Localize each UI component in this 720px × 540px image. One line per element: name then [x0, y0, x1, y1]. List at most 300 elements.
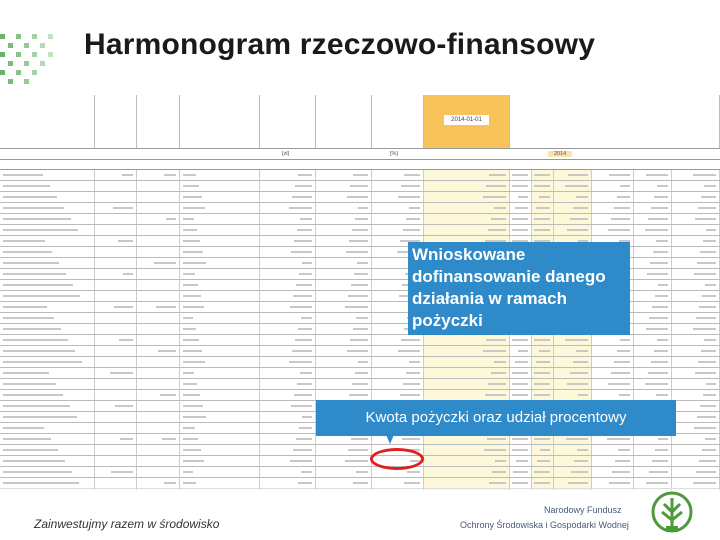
table-cell[interactable] [372, 390, 424, 400]
table-cell[interactable] [510, 368, 532, 378]
cell-content-placeholder [652, 460, 668, 462]
table-cell[interactable] [260, 390, 316, 400]
cell-content-placeholder [571, 471, 588, 473]
table-cell[interactable] [424, 192, 510, 202]
cell-content-placeholder [645, 229, 668, 231]
table-cell[interactable] [554, 170, 592, 180]
table-cell [0, 478, 95, 488]
table-cell[interactable] [260, 225, 316, 235]
table-cell[interactable] [634, 247, 672, 257]
table-cell[interactable] [260, 247, 316, 257]
cell-content-placeholder [649, 317, 668, 319]
cell-content-placeholder [607, 438, 630, 440]
table-cell[interactable] [510, 214, 532, 224]
cell-content-placeholder [300, 372, 312, 374]
cell-content-placeholder [398, 350, 420, 352]
table-cell[interactable] [672, 225, 720, 235]
table-cell[interactable] [260, 291, 316, 301]
table-cell[interactable] [672, 456, 720, 466]
table-cell[interactable] [424, 225, 510, 235]
table-cell[interactable] [634, 225, 672, 235]
table-cell[interactable] [634, 357, 672, 367]
table-cell[interactable] [372, 346, 424, 356]
cell-content-placeholder [537, 460, 550, 462]
table-cell[interactable] [532, 357, 554, 367]
table-cell[interactable] [592, 181, 634, 191]
table-cell [180, 269, 260, 279]
table-cell[interactable] [424, 368, 510, 378]
table-cell[interactable] [634, 269, 672, 279]
table-cell[interactable] [424, 478, 510, 488]
cell-content-placeholder [355, 372, 368, 374]
cell-content-placeholder [295, 185, 312, 187]
table-cell[interactable] [372, 225, 424, 235]
cell-content-placeholder [3, 284, 73, 286]
table-cell[interactable] [510, 346, 532, 356]
table-cell[interactable] [372, 478, 424, 488]
table-cell[interactable] [372, 214, 424, 224]
table-cell[interactable] [510, 357, 532, 367]
table-cell[interactable] [532, 445, 554, 455]
table-cell[interactable] [592, 478, 634, 488]
table-cell [0, 335, 95, 345]
table-cell[interactable] [260, 401, 316, 411]
table-cell[interactable] [634, 390, 672, 400]
cell-content-placeholder [701, 196, 716, 198]
table-cell[interactable] [592, 192, 634, 202]
table-cell [0, 258, 95, 268]
table-cell[interactable] [634, 445, 672, 455]
table-cell [95, 456, 137, 466]
table-cell[interactable] [372, 203, 424, 213]
cell-content-placeholder [291, 251, 312, 253]
table-cell[interactable] [532, 456, 554, 466]
table-cell[interactable] [672, 247, 720, 257]
table-cell[interactable] [672, 368, 720, 378]
table-cell[interactable] [554, 203, 592, 213]
cell-content-placeholder [183, 416, 206, 418]
table-cell[interactable] [424, 467, 510, 477]
table-cell[interactable] [316, 335, 372, 345]
table-cell[interactable] [554, 192, 592, 202]
table-cell[interactable] [510, 225, 532, 235]
cell-content-placeholder [356, 471, 368, 473]
table-cell [137, 434, 180, 444]
cell-content-placeholder [534, 482, 550, 484]
table-cell[interactable] [260, 357, 316, 367]
table-cell[interactable] [510, 379, 532, 389]
table-cell[interactable] [260, 313, 316, 323]
cell-content-placeholder [648, 372, 668, 374]
cell-content-placeholder [534, 471, 550, 473]
table-cell[interactable] [592, 390, 634, 400]
table-cell[interactable] [260, 423, 316, 433]
cell-content-placeholder [646, 328, 668, 330]
table-cell[interactable] [424, 379, 510, 389]
table-cell[interactable] [316, 357, 372, 367]
table-cell[interactable] [260, 434, 316, 444]
table-cell[interactable] [260, 181, 316, 191]
table-cell[interactable] [634, 467, 672, 477]
table-cell[interactable] [260, 412, 316, 422]
cell-content-placeholder [652, 306, 668, 308]
table-cell[interactable] [316, 346, 372, 356]
table-cell[interactable] [260, 236, 316, 246]
table-cell [95, 357, 137, 367]
table-cell[interactable] [510, 467, 532, 477]
table-cell[interactable] [554, 467, 592, 477]
table-cell[interactable] [634, 192, 672, 202]
table-cell[interactable] [672, 214, 720, 224]
table-cell[interactable] [554, 214, 592, 224]
table-cell[interactable] [424, 203, 510, 213]
table-cell[interactable] [634, 214, 672, 224]
table-cell[interactable] [424, 335, 510, 345]
cell-content-placeholder [183, 350, 202, 352]
table-cell[interactable] [372, 335, 424, 345]
cell-content-placeholder [534, 185, 550, 187]
table-cell[interactable] [554, 335, 592, 345]
table-cell[interactable] [592, 467, 634, 477]
table-cell[interactable] [260, 302, 316, 312]
cell-content-placeholder [534, 174, 550, 176]
table-cell[interactable] [316, 390, 372, 400]
cell-content-placeholder [302, 416, 312, 418]
table-cell[interactable] [316, 324, 372, 334]
table-cell[interactable] [316, 203, 372, 213]
table-cell[interactable] [316, 214, 372, 224]
table-cell[interactable] [672, 280, 720, 290]
table-cell[interactable] [592, 335, 634, 345]
cell-content-placeholder [655, 295, 668, 297]
table-cell[interactable] [424, 170, 510, 180]
table-cell[interactable] [424, 346, 510, 356]
cell-content-placeholder [3, 196, 57, 198]
cell-content-placeholder [3, 361, 82, 363]
table-cell[interactable] [260, 258, 316, 268]
table-cell[interactable] [316, 456, 372, 466]
table-cell[interactable] [316, 313, 372, 323]
cell-content-placeholder [655, 449, 668, 451]
table-cell[interactable] [424, 456, 510, 466]
table-cell[interactable] [316, 379, 372, 389]
table-cell[interactable] [672, 335, 720, 345]
table-cell[interactable] [260, 368, 316, 378]
table-cell[interactable] [424, 390, 510, 400]
cell-content-placeholder [512, 185, 528, 187]
table-cell[interactable] [424, 445, 510, 455]
cell-content-placeholder [657, 339, 668, 341]
cell-content-placeholder [3, 383, 56, 385]
table-cell[interactable] [532, 225, 554, 235]
table-cell[interactable] [672, 412, 720, 422]
table-cell[interactable] [672, 390, 720, 400]
table-cell[interactable] [510, 203, 532, 213]
cell-content-placeholder [516, 460, 528, 462]
table-cell [180, 401, 260, 411]
table-cell[interactable] [510, 390, 532, 400]
table-cell[interactable] [592, 368, 634, 378]
table-cell[interactable] [672, 357, 720, 367]
table-cell[interactable] [316, 225, 372, 235]
table-cell[interactable] [554, 346, 592, 356]
table-cell[interactable] [532, 478, 554, 488]
table-cell[interactable] [592, 170, 634, 180]
table-cell[interactable] [260, 280, 316, 290]
cell-content-placeholder [183, 394, 200, 396]
table-cell[interactable] [554, 478, 592, 488]
table-cell[interactable] [316, 269, 372, 279]
cell-content-placeholder [118, 240, 133, 242]
table-cell[interactable] [510, 192, 532, 202]
table-cell[interactable] [554, 390, 592, 400]
table-cell[interactable] [634, 368, 672, 378]
cell-content-placeholder [486, 339, 506, 341]
table-cell[interactable] [634, 203, 672, 213]
table-cell[interactable] [316, 258, 372, 268]
table-cell[interactable] [592, 203, 634, 213]
table-cell[interactable] [672, 346, 720, 356]
cell-content-placeholder [348, 295, 368, 297]
table-cell[interactable] [634, 324, 672, 334]
cell-content-placeholder [352, 229, 368, 231]
table-cell [95, 181, 137, 191]
table-cell[interactable] [316, 280, 372, 290]
table-cell[interactable] [672, 467, 720, 477]
table-cell[interactable] [424, 357, 510, 367]
table-cell[interactable] [260, 269, 316, 279]
cell-content-placeholder [353, 328, 368, 330]
table-cell[interactable] [372, 357, 424, 367]
cell-content-placeholder [358, 207, 368, 209]
table-cell[interactable] [260, 170, 316, 180]
table-cell[interactable] [592, 379, 634, 389]
table-cell[interactable] [316, 181, 372, 191]
table-cell[interactable] [316, 368, 372, 378]
cell-content-placeholder [494, 207, 506, 209]
table-cell[interactable] [260, 379, 316, 389]
table-cell[interactable] [634, 236, 672, 246]
table-cell[interactable] [672, 302, 720, 312]
table-cell[interactable] [316, 236, 372, 246]
cell-content-placeholder [401, 185, 420, 187]
table-cell[interactable] [634, 280, 672, 290]
table-cell[interactable] [554, 456, 592, 466]
cell-content-placeholder [183, 383, 197, 385]
table-cell[interactable] [260, 214, 316, 224]
table-cell [137, 390, 180, 400]
table-cell[interactable] [424, 181, 510, 191]
table-cell[interactable] [672, 478, 720, 488]
table-cell[interactable] [510, 335, 532, 345]
cell-content-placeholder [697, 416, 716, 418]
table-cell [137, 423, 180, 433]
table-cell[interactable] [672, 269, 720, 279]
table-cell [180, 280, 260, 290]
table-cell[interactable] [372, 170, 424, 180]
cell-content-placeholder [183, 229, 197, 231]
table-cell[interactable] [634, 170, 672, 180]
cell-content-placeholder [353, 482, 368, 484]
table-cell[interactable] [260, 324, 316, 334]
table-cell[interactable] [260, 456, 316, 466]
table-cell [95, 280, 137, 290]
table-cell[interactable] [672, 192, 720, 202]
table-cell[interactable] [510, 181, 532, 191]
table-cell[interactable] [532, 368, 554, 378]
table-cell[interactable] [634, 181, 672, 191]
table-cell[interactable] [554, 225, 592, 235]
table-cell[interactable] [510, 456, 532, 466]
table-cell [137, 335, 180, 345]
table-cell[interactable] [260, 478, 316, 488]
table-cell[interactable] [532, 203, 554, 213]
table-cell [137, 170, 180, 180]
table-cell[interactable] [672, 401, 720, 411]
table-cell[interactable] [510, 445, 532, 455]
table-cell[interactable] [260, 467, 316, 477]
table-cell[interactable] [532, 346, 554, 356]
table-cell[interactable] [260, 203, 316, 213]
table-cell[interactable] [554, 181, 592, 191]
table-cell[interactable] [260, 192, 316, 202]
table-cell[interactable] [532, 390, 554, 400]
table-cell[interactable] [592, 357, 634, 367]
table-cell [0, 192, 95, 202]
table-cell[interactable] [316, 445, 372, 455]
table-cell[interactable] [372, 181, 424, 191]
table-cell[interactable] [316, 192, 372, 202]
table-cell [137, 269, 180, 279]
table-cell[interactable] [672, 203, 720, 213]
cell-content-placeholder [484, 449, 506, 451]
table-cell[interactable] [592, 445, 634, 455]
table-cell[interactable] [316, 247, 372, 257]
table-cell[interactable] [634, 258, 672, 268]
table-cell[interactable] [672, 379, 720, 389]
table-cell[interactable] [510, 170, 532, 180]
table-cell[interactable] [510, 478, 532, 488]
table-cell[interactable] [260, 445, 316, 455]
cell-content-placeholder [349, 394, 368, 396]
table-cell[interactable] [672, 181, 720, 191]
table-cell[interactable] [554, 357, 592, 367]
table-cell [137, 214, 180, 224]
table-cell[interactable] [532, 335, 554, 345]
table-cell[interactable] [316, 170, 372, 180]
cell-content-placeholder [701, 350, 716, 352]
table-cell[interactable] [672, 170, 720, 180]
nfosigw-logo-icon [640, 490, 704, 536]
table-cell [137, 346, 180, 356]
table-cell[interactable] [316, 302, 372, 312]
cell-content-placeholder [3, 339, 68, 341]
table-cell[interactable] [672, 445, 720, 455]
table-cell [180, 445, 260, 455]
table-cell[interactable] [634, 478, 672, 488]
table-cell[interactable] [672, 423, 720, 433]
table-cell[interactable] [634, 379, 672, 389]
table-cell[interactable] [634, 346, 672, 356]
table-cell[interactable] [532, 192, 554, 202]
table-cell[interactable] [634, 313, 672, 323]
cell-content-placeholder [183, 405, 203, 407]
cell-content-placeholder [183, 361, 205, 363]
column-header-quantity [137, 95, 180, 149]
table-cell[interactable] [672, 236, 720, 246]
table-cell[interactable] [554, 368, 592, 378]
table-cell[interactable] [672, 258, 720, 268]
table-cell[interactable] [532, 170, 554, 180]
cell-content-placeholder [614, 361, 630, 363]
cell-content-placeholder [183, 317, 193, 319]
table-cell[interactable] [634, 335, 672, 345]
cell-content-placeholder [565, 185, 588, 187]
cell-content-placeholder [3, 350, 75, 352]
table-cell [180, 324, 260, 334]
table-cell[interactable] [424, 214, 510, 224]
table-cell[interactable] [532, 467, 554, 477]
cell-content-placeholder [3, 240, 45, 242]
table-cell [95, 324, 137, 334]
cell-content-placeholder [183, 339, 199, 341]
table-cell[interactable] [672, 291, 720, 301]
cell-content-placeholder [348, 449, 368, 451]
table-cell [180, 357, 260, 367]
table-cell[interactable] [316, 291, 372, 301]
table-cell[interactable] [592, 214, 634, 224]
cell-content-placeholder [160, 394, 176, 396]
table-cell[interactable] [372, 192, 424, 202]
table-cell [95, 170, 137, 180]
cell-content-placeholder [512, 339, 528, 341]
table-cell[interactable] [372, 379, 424, 389]
table-cell[interactable] [672, 434, 720, 444]
table-cell[interactable] [532, 379, 554, 389]
table-cell[interactable] [634, 291, 672, 301]
table-cell[interactable] [316, 478, 372, 488]
table-cell[interactable] [672, 324, 720, 334]
cell-content-placeholder [3, 207, 64, 209]
table-cell [137, 291, 180, 301]
table-cell[interactable] [532, 181, 554, 191]
table-cell[interactable] [260, 335, 316, 345]
table-cell[interactable] [260, 346, 316, 356]
table-cell[interactable] [592, 456, 634, 466]
column-header-value [260, 95, 316, 149]
table-cell[interactable] [672, 313, 720, 323]
cell-content-placeholder [3, 482, 79, 484]
table-cell[interactable] [554, 445, 592, 455]
table-cell [95, 236, 137, 246]
table-cell[interactable] [634, 302, 672, 312]
cell-content-placeholder [353, 174, 368, 176]
table-cell [95, 412, 137, 422]
table-cell[interactable] [554, 379, 592, 389]
table-cell[interactable] [372, 368, 424, 378]
table-cell[interactable] [634, 456, 672, 466]
cell-content-placeholder [300, 218, 312, 220]
table-cell[interactable] [532, 214, 554, 224]
table-cell [95, 401, 137, 411]
table-cell [95, 335, 137, 345]
cell-content-placeholder [3, 295, 80, 297]
table-cell [180, 478, 260, 488]
table-cell[interactable] [592, 225, 634, 235]
cell-content-placeholder [612, 471, 630, 473]
table-cell[interactable] [316, 467, 372, 477]
table-cell[interactable] [592, 346, 634, 356]
